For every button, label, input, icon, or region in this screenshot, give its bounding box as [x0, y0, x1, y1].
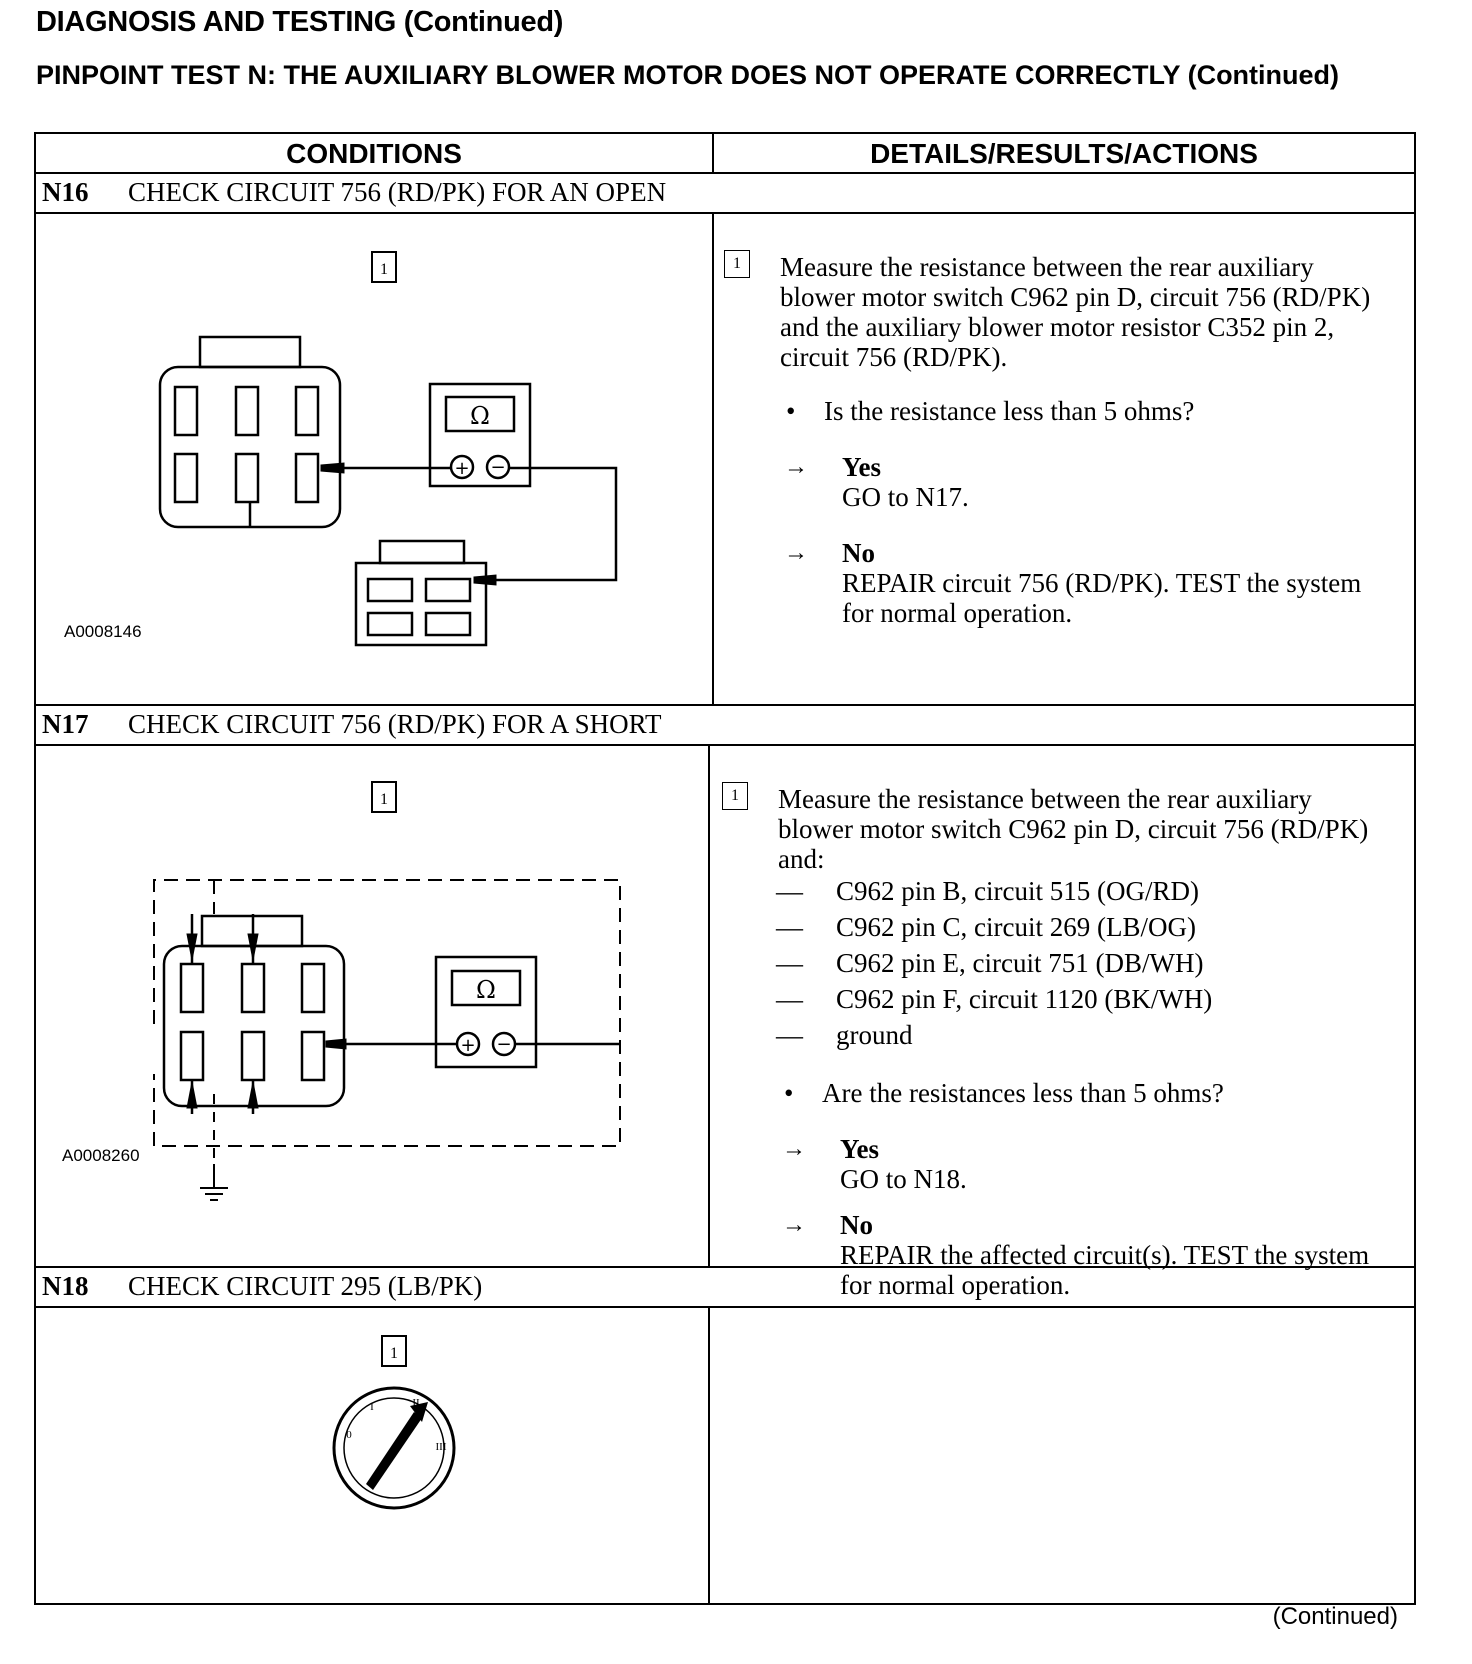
pinpoint-test-table — [34, 132, 1416, 1605]
arrow-icon: → — [782, 1212, 806, 1238]
continued-label: (Continued) — [1272, 1603, 1398, 1630]
ignition-position-label: II — [412, 1397, 420, 1409]
list-item: — C962 pin F, circuit 1120 (BK/WH) — [776, 984, 1213, 1014]
action-text: Measure the resistance between the rear auxiliary blower motor switch C962 pin D, circuit 756 (RD/PK) and: — [778, 784, 1369, 874]
list-item: — ground — [776, 1020, 913, 1050]
yes-label: Yes — [840, 1134, 879, 1164]
question: Is the resistance less than 5 ohms? — [824, 396, 1195, 426]
ignition-position-label: I — [370, 1401, 374, 1413]
figure-step-number: 1 — [390, 1345, 398, 1362]
step-id: N17 — [42, 708, 89, 739]
svg-text:+: + — [460, 1035, 476, 1056]
step-header-n18 — [36, 1266, 1414, 1306]
no-label: No — [842, 538, 875, 568]
no-result — [842, 538, 1382, 628]
page-title: DIAGNOSIS AND TESTING (Continued) — [36, 6, 564, 38]
ohm-symbol: Ω — [470, 402, 490, 430]
question: Are the resistances less than 5 ohms? — [822, 1078, 1224, 1108]
step-title: CHECK CIRCUIT 756 (RD/PK) FOR A SHORT — [128, 708, 662, 739]
no-action: REPAIR circuit 756 (RD/PK). TEST the system for normal operation. — [842, 568, 1362, 628]
action-step-number: 1 — [722, 782, 748, 810]
arrow-icon: → — [784, 540, 808, 566]
svg-text:+: + — [454, 458, 470, 479]
divider — [36, 1306, 1414, 1308]
list-item: — C962 pin C, circuit 269 (LB/OG) — [776, 912, 1196, 942]
figure-step-number: 1 — [380, 261, 388, 278]
step-title: CHECK CIRCUIT 756 (RD/PK) FOR AN OPEN — [128, 176, 667, 207]
yes-label: Yes — [842, 452, 881, 482]
ohm-symbol: Ω — [476, 976, 496, 1004]
step-id: N18 — [42, 1270, 89, 1301]
figure-code: A0008260 — [62, 1146, 140, 1165]
arrow-icon: → — [782, 1136, 806, 1162]
divider — [708, 1306, 710, 1605]
yes-result — [840, 1134, 967, 1194]
n16-details — [714, 212, 1414, 704]
figure-step-number: 1 — [380, 791, 388, 808]
ignition-position-label: 0 — [346, 1429, 352, 1441]
yes-action: GO to N18. — [840, 1164, 967, 1194]
action-text: Measure the resistance between the rear auxiliary blower motor switch C962 pin D, circuit 756 (RD/PK) and the auxiliary blower motor resistor C352 pin 2, circuit 756 (RD/PK). — [780, 252, 1371, 372]
n17-details — [710, 744, 1414, 1300]
arrow-icon: → — [784, 454, 808, 480]
list-item: — C962 pin E, circuit 751 (DB/WH) — [776, 948, 1204, 978]
yes-result — [842, 452, 969, 512]
n18-figure-ignition-switch — [96, 1326, 656, 1566]
svg-text:−: − — [496, 1034, 512, 1055]
figure-code: A0008146 — [64, 622, 142, 641]
step-title: CHECK CIRCUIT 295 (LB/PK) — [128, 1270, 483, 1301]
n16-figure-open-circuit-test — [96, 234, 656, 674]
bullet: • — [784, 1078, 794, 1108]
conditions-column-header: CONDITIONS — [286, 138, 462, 169]
details-column-header: DETAILS/RESULTS/ACTIONS — [870, 138, 1258, 169]
step-header-n17 — [36, 704, 1414, 744]
action-step-number: 1 — [724, 250, 750, 278]
list-item: — C962 pin B, circuit 515 (OG/RD) — [776, 876, 1199, 906]
bullet: • — [786, 396, 796, 426]
step-id: N16 — [42, 176, 89, 207]
pinpoint-test-title: PINPOINT TEST N: THE AUXILIARY BLOWER MOTOR DOES NOT OPERATE CORRECTLY (Continued) — [36, 60, 1340, 90]
svg-text:−: − — [490, 457, 506, 478]
ignition-position-label: III — [435, 1441, 447, 1453]
no-action: REPAIR the affected circuit(s). TEST the system for normal operation. — [840, 1240, 1370, 1300]
yes-action: GO to N17. — [842, 482, 969, 512]
step-header-n16 — [36, 172, 1414, 212]
no-label: No — [840, 1210, 873, 1240]
n17-figure-short-circuit-test — [96, 764, 656, 1244]
